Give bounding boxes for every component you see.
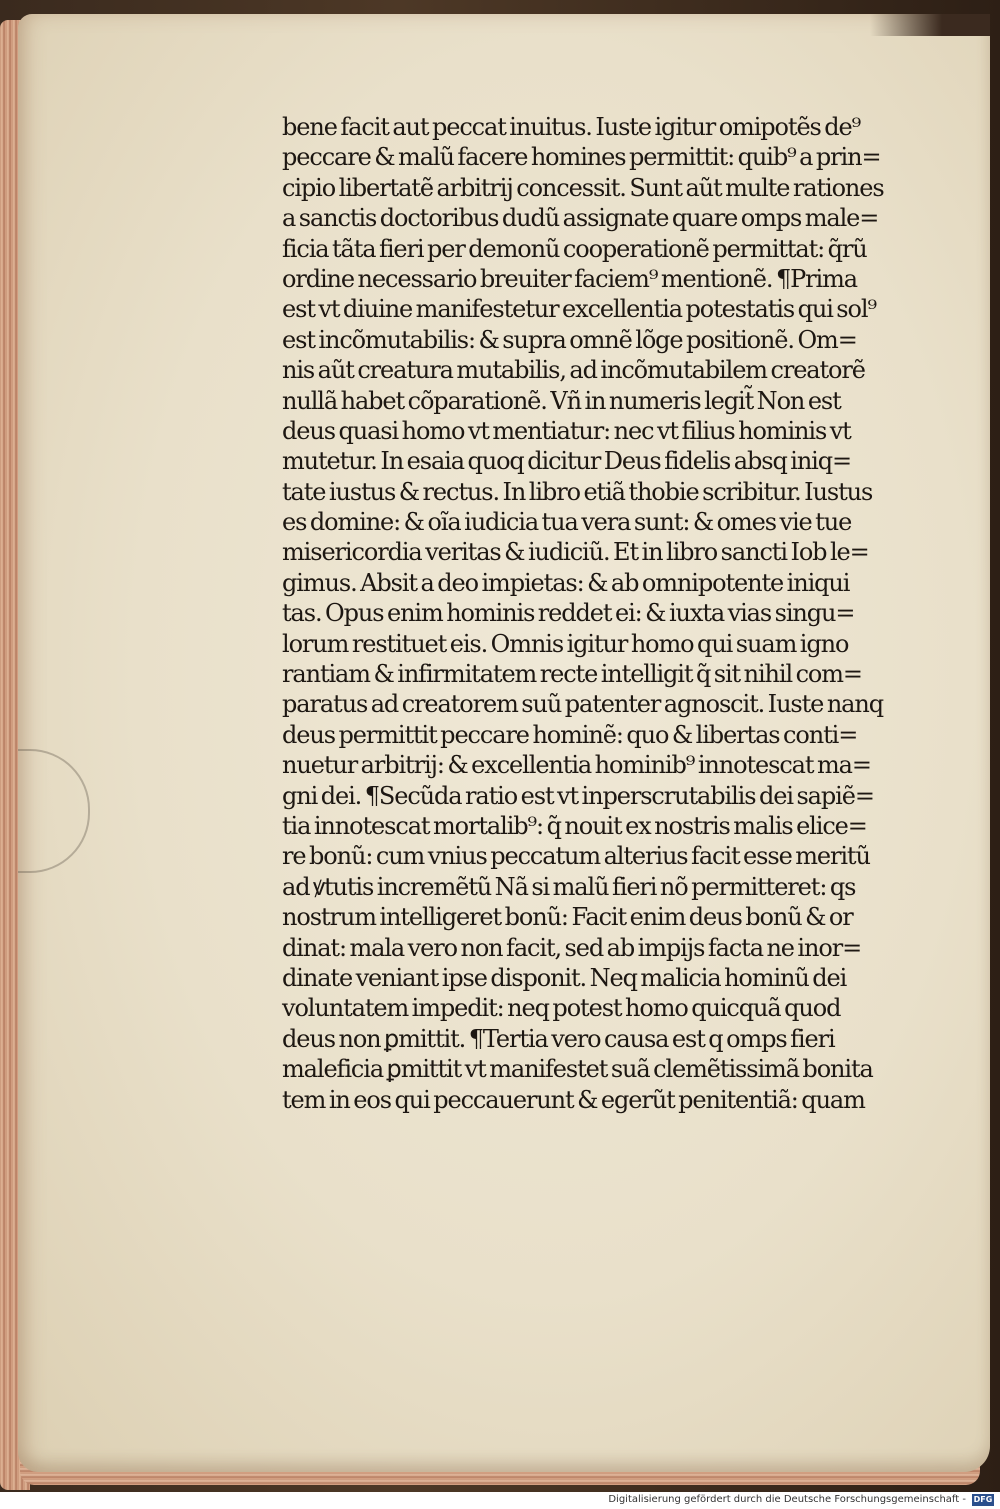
text-line: tia innotescat mortalib⁹: q̃ nouit ex nostris malis elice= [282,811,867,840]
text-line: deus non ꝑmittit. ¶Tertia vero causa est q omps fieri [282,1024,835,1053]
text-line: dinat: mala vero non facit, sed ab impijs facta ne inor= [282,933,862,962]
page-corner-shadow [870,14,990,36]
text-line: gimus. Absit a deo impietas: & ab omnipotente iniqui [282,568,850,597]
text-line: tas. Opus enim hominis reddet ei: & iuxta vias singu= [282,599,855,628]
text-line: tem in eos qui peccauerunt & egerũt penitentiã: quam [282,1085,865,1114]
text-line: rantiam & infirmitatem recte intelligit q̃ sit nihil com= [282,660,862,689]
text-line: dinate veniant ipse disponit. Neq malicia hominũ dei [282,963,847,992]
text-line: peccare & malũ facere homines permittit: quib⁹ a prin= [282,143,881,172]
text-line: gni dei. ¶Secũda ratio est vt inperscrutabilis dei sapiẽ= [282,781,874,810]
text-line: nullã habet cõparationẽ. Vñ in numeris legit̃ Non est [282,386,841,415]
text-line: ficia tãta fieri per demonũ cooperationẽ permittat: q̃rũ [282,234,867,263]
dfg-logo: DFG [973,1495,993,1504]
text-line: re bonũ: cum vnius peccatum alterius facit esse meritũ [282,842,870,871]
clasp-impression [18,749,90,873]
text-line: cipio libertatẽ arbitrij concessit. Sunt aũt multe rationes [282,173,884,202]
text-line: a sanctis doctoribus dudũ assignate quare omps male= [282,204,879,233]
text-line: lorum restituet eis. Omnis igitur homo qui suam igno [282,629,849,658]
text-line: es domine: & oĩa iudicia tua vera sunt: & omes vie tue [282,508,852,537]
text-line: nis aũt creatura mutabilis, ad incõmutabilem creatorẽ [282,356,865,385]
printed-text-block [282,112,962,1115]
text-line: misericordia veritas & iudiciũ. Et in libro sancti Iob le= [282,538,869,567]
text-line: deus permittit peccare hominẽ: quo & libertas conti= [282,720,858,749]
text-line: ordine necessario breuiter faciem⁹ mentionẽ. ¶Prima [282,264,858,293]
text-line: tate iustus & rectus. In libro etiã thobie scribitur. Iustus [282,477,873,506]
text-line: mutetur. In esaia quoq dicitur Deus fidelis absq iniq= [282,447,852,476]
text-line: est incõmutabilis: & supra omnẽ lõge positionẽ. Om= [282,325,857,354]
text-line: ad ꝟtutis incremẽtũ Nã si malũ fieri nõ permitteret: qs [282,872,856,901]
text-line: deus quasi homo vt mentiatur: nec vt filius hominis vt [282,416,851,445]
digitization-credit: Digitalisierung gefördert durch die Deutsche Forschungsgemeinschaft - [608,1494,966,1505]
text-line: maleficia ꝑmittit vt manifestet suã clemẽtissimã bonita [282,1055,873,1084]
text-line: nuetur arbitrij: & excellentia hominib⁹ innotescat ma= [282,751,871,780]
text-line: paratus ad creatorem suũ patenter agnoscit. Iuste nanq [282,690,883,719]
text-line: est vt diuine manifestetur excellentia potestatis qui sol⁹ [282,295,876,324]
text-line: bene facit aut peccat inuitus. Iuste igitur omipotẽs de⁹ [282,113,861,141]
text-line: voluntatem impedit: neq potest homo quicquã quod [282,994,841,1023]
text-line: nostrum intelligeret bonũ: Facit enim deus bonũ & or [282,903,853,932]
